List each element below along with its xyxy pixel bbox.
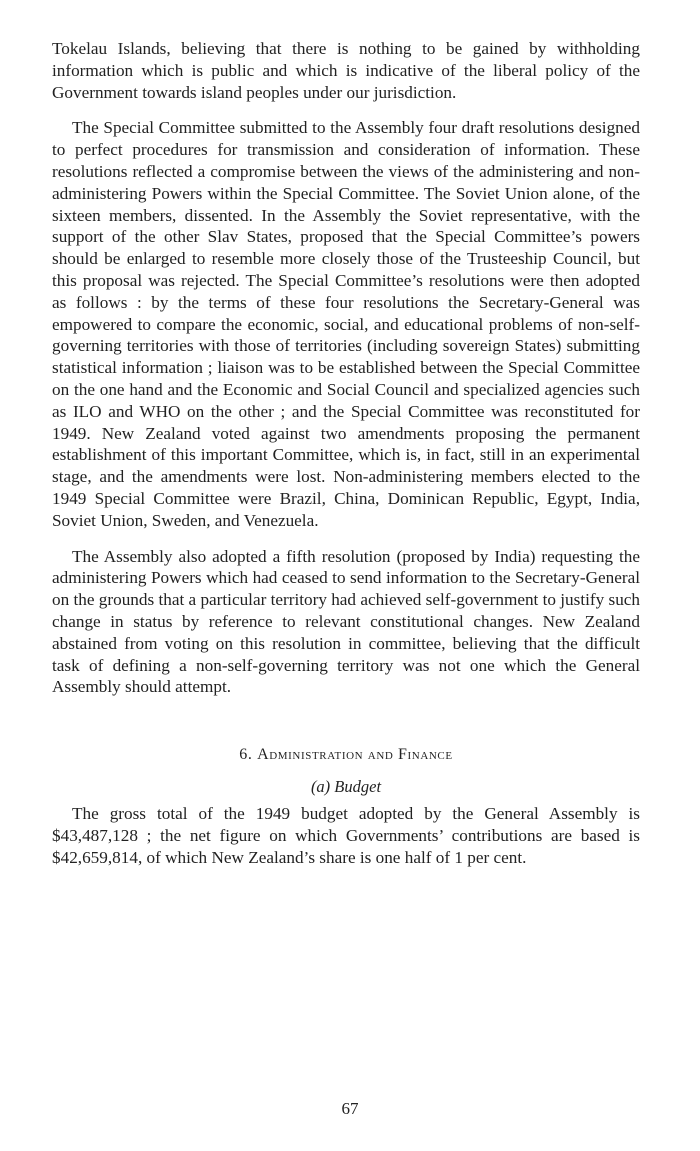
paragraph-tokelau-continuation: Tokelau Islands, believing that there is nothing to be gained by withholding information which is public and which is indicative of the liberal policy of the Government towards island peoples under our jurisdiction.: [52, 39, 640, 102]
paragraph-special-committee: The Special Committee submitted to the Assembly four draft resolutions designed to perfect procedures for transmission and consideration of information. These resolutions reflected a compromise between the views of the administering and non-administering Powers within the Special Committee. The Soviet Union alone, of the sixteen members, dissented. In the Assembly the Soviet representative, with the support of the other Slav States, proposed that the Special Committee’s powers should be enlarged to resemble more closely those of the Trusteeship Council, but this proposal was rejected. The Special Committee’s resolutions were then adopted as follows : by the terms of these four resolutions the Secretary-General was empowered to compare the economic, social, and educational problems of non-self-governing territories with those of territories (including sovereign States) submitting statistical information ; liaison was to be established between the Special Committee on the one hand and the Economic and Social Council and specialized agencies such as ILO and WHO on the other ; and the Special Committee was reconstituted for 1949. New Zealand voted against two amendments proposing the permanent establishment of this important Committee, which is, in fact, still in an experimental stage, and the amendments were lost. Non-administering members elected to the 1949 Special Committee were Brazil, China, Dominican Republic, Egypt, India, Soviet Union, Sweden, and Venezuela.: [52, 118, 640, 530]
section-number: 6.: [239, 746, 253, 764]
section-heading: [52, 746, 640, 764]
paragraph-fifth-resolution: The Assembly also adopted a fifth resolution (proposed by India) requesting the administering Powers which had ceased to send information to the Secretary-General on the grounds that a particular territory had achieved self-government to justify such change in status by reference to relevant constitutional changes. New Zealand abstained from voting on this resolution in committee, believing that the difficult task of defining a non-self-governing territory was not one which the General Assembly should attempt.: [52, 546, 641, 697]
section-title: Administration and Finance: [257, 746, 453, 764]
subsection-heading: (a) Budget: [310, 777, 382, 797]
page-content: [52, 38, 640, 869]
page-number: 67: [341, 1099, 359, 1118]
paragraph-budget: The gross total of the 1949 budget adopted by the General Assembly is $43,487,128 ; the net figure on which Governments’ contributions are based is $42,659,814, of which New Zealand’s share is one half of 1 per cent.: [52, 804, 640, 867]
